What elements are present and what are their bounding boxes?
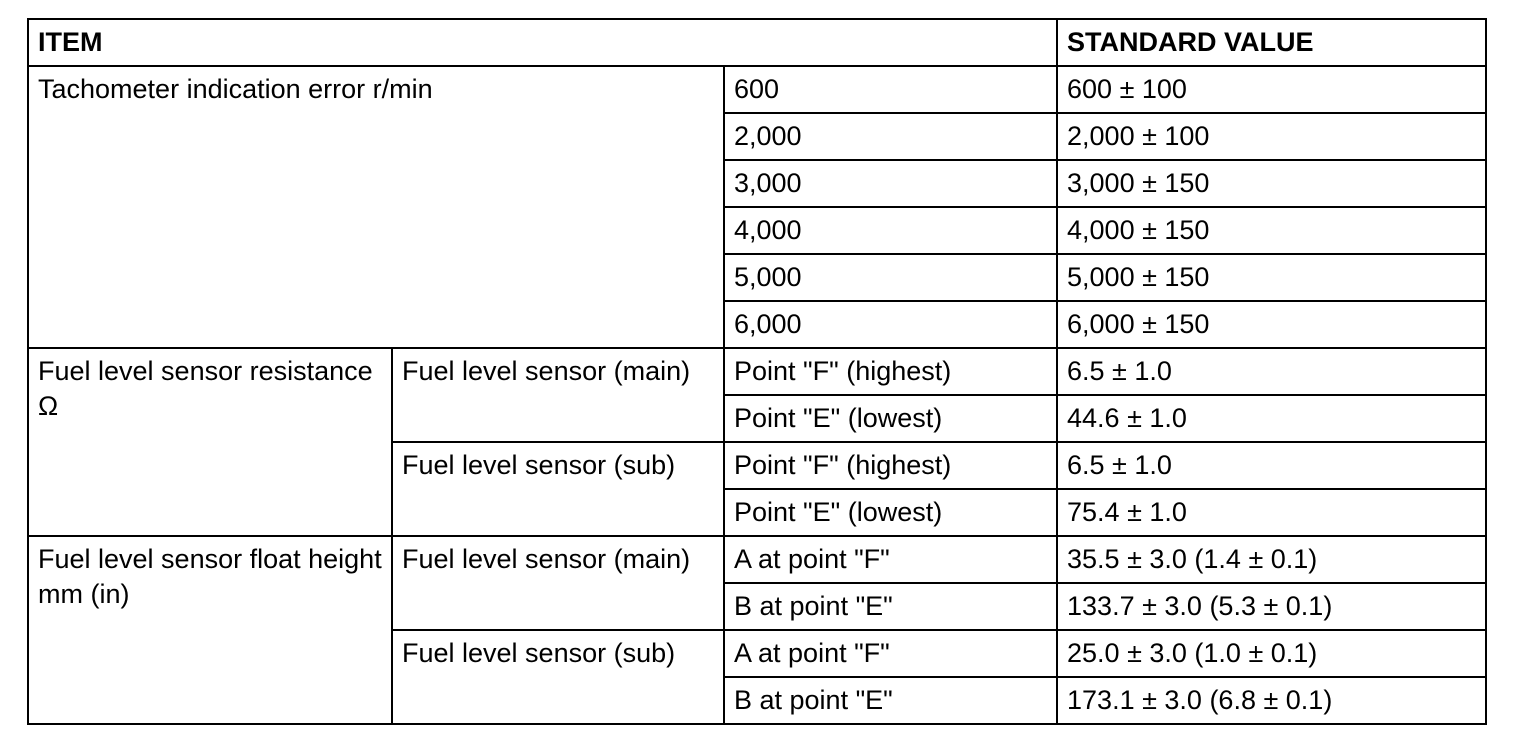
header-item: ITEM: [28, 19, 1057, 66]
value-cell: 133.7 ± 3.0 (5.3 ± 0.1): [1057, 583, 1486, 630]
value-cell: 35.5 ± 3.0 (1.4 ± 0.1): [1057, 536, 1486, 583]
condition-cell: Point "E" (lowest): [724, 395, 1057, 442]
condition-cell: Point "E" (lowest): [724, 489, 1057, 536]
condition-cell: A at point "F": [724, 536, 1057, 583]
resistance-sub-label: Fuel level sensor (sub): [392, 442, 724, 536]
condition-cell: 6,000: [724, 301, 1057, 348]
value-cell: 2,000 ± 100: [1057, 113, 1486, 160]
value-cell: 44.6 ± 1.0: [1057, 395, 1486, 442]
header-standard-value: STANDARD VALUE: [1057, 19, 1486, 66]
condition-cell: 2,000: [724, 113, 1057, 160]
table-row: [28, 66, 1486, 113]
value-cell: 173.1 ± 3.0 (6.8 ± 0.1): [1057, 677, 1486, 724]
value-cell: 6.5 ± 1.0: [1057, 348, 1486, 395]
resistance-label: Fuel level sensor resistance Ω: [28, 348, 392, 536]
condition-cell: 4,000: [724, 207, 1057, 254]
value-cell: 600 ± 100: [1057, 66, 1486, 113]
table-row: [28, 348, 1486, 395]
condition-cell: 5,000: [724, 254, 1057, 301]
value-cell: 25.0 ± 3.0 (1.0 ± 0.1): [1057, 630, 1486, 677]
resistance-main-label: Fuel level sensor (main): [392, 348, 724, 442]
float-height-sub-label: Fuel level sensor (sub): [392, 630, 724, 724]
condition-cell: Point "F" (highest): [724, 348, 1057, 395]
standard-value-table: [27, 18, 1487, 725]
value-cell: 5,000 ± 150: [1057, 254, 1486, 301]
condition-cell: B at point "E": [724, 583, 1057, 630]
tachometer-label: Tachometer indication error r/min: [28, 66, 724, 348]
value-cell: 4,000 ± 150: [1057, 207, 1486, 254]
value-cell: 75.4 ± 1.0: [1057, 489, 1486, 536]
condition-cell: A at point "F": [724, 630, 1057, 677]
value-cell: 6,000 ± 150: [1057, 301, 1486, 348]
value-cell: 6.5 ± 1.0: [1057, 442, 1486, 489]
condition-cell: B at point "E": [724, 677, 1057, 724]
condition-cell: 3,000: [724, 160, 1057, 207]
value-cell: 3,000 ± 150: [1057, 160, 1486, 207]
condition-cell: Point "F" (highest): [724, 442, 1057, 489]
table-header-row: [28, 19, 1486, 66]
table-row: [28, 536, 1486, 583]
float-height-label: Fuel level sensor float height mm (in): [28, 536, 392, 724]
float-height-main-label: Fuel level sensor (main): [392, 536, 724, 630]
condition-cell: 600: [724, 66, 1057, 113]
